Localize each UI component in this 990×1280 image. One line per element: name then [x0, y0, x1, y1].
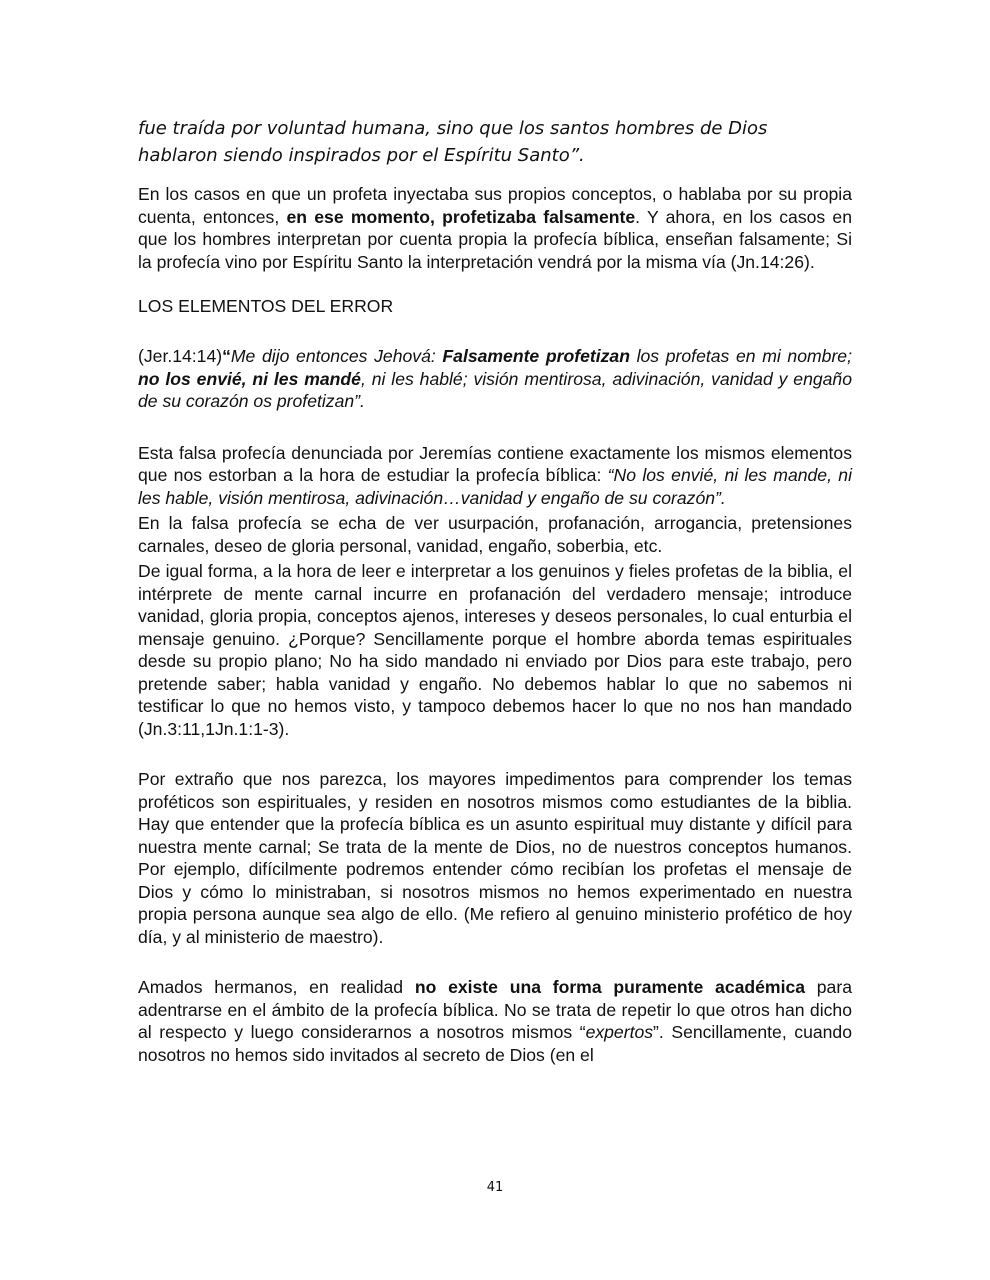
text: ”. Sencillamente, cuando nosotros no hemos sido invitados al secreto de Dios (en el — [138, 1022, 852, 1065]
paragraph-elements — [138, 442, 852, 510]
bold-text: no existe una forma puramente académica — [414, 977, 806, 997]
paragraph-academic — [138, 976, 852, 1066]
page-number: 41 — [486, 1180, 504, 1195]
text: para adentrarse en el ámbito de la profecía bíblica. No se trata de repetir lo que otros han dicho al respecto y luego considerarnos a nosotros mismos “ — [138, 977, 852, 1042]
italic-text: “No los envié, ni les mande, ni les hable, visión mentirosa, adivinación…vanidad y engaño de su corazón”. — [138, 465, 852, 508]
paragraph-impediments: Por extraño que nos parezca, los mayores impedimentos para comprender los temas proféticos son espirituales, y residen en nosotros mismos como estudiantes de la biblia. Hay que entender que la profecía bíblica es un asunto espiritual muy distante y difícil para nuestra mente carnal; Se trata de la mente de Dios, no de nuestros conceptos humanos. Por ejemplo, difícilmente podremos entender cómo recibían los profetas el mensaje de Dios y cómo lo ministraban, si nosotros mismos no hemos experimentado en nuestra propia persona aunque sea algo de ello. (Me refiero al genuino ministerio profético de hoy día, y al ministerio de maestro). — [138, 769, 852, 947]
text: . Y ahora, en los casos en que los hombres interpretan por cuenta propia la profecía bíblica, enseñan falsamente; Si la profecía vino por Espíritu Santo la interpretación vendrá por la misma vía (Jn.14:26). — [138, 206, 853, 272]
text: Esta falsa profecía denunciada por Jeremías contiene exactamente los mismos elementos que nos estorban a la hora de estudiar la profecía bíblica: — [138, 442, 852, 485]
quote-bold-text: no los envié, ni les mandé — [138, 368, 361, 389]
quote-mark: “ — [222, 346, 231, 366]
paragraph-interpretation: De igual forma, a la hora de leer e interpretar a los genuinos y fieles profetas de la biblia, el intérprete de mente carnal incurre en profanación del verdadero mensaje; introduce vanidad, gloria propia, conceptos ajenos, intereses y deseos personales, lo cual enturbia el mensaje genuino. ¿Porque? Sencillamente porque el hombre aborda temas espirituales desde su propio plano; No ha sido mandado ni enviado por Dios para este trabajo, pero pretende saber; habla vanidad y engaño. No debemos hablar lo que no sabemos ni testificar lo que no hemos visto, y tampoco debemos hacer lo que no nos han mandado (Jn.3:11,1Jn.1:1-3). — [138, 561, 852, 739]
quote-line-2: hablaron siendo inspirados por el Espíritu Santo”. — [138, 145, 585, 166]
quote-line-1: fue traída por voluntad humana, sino que los santos hombres de Dios — [138, 118, 768, 139]
quote-text: Me dijo entonces Jehová: — [230, 346, 443, 366]
text: Amados hermanos, en realidad — [138, 977, 415, 997]
italic-text: expertos — [585, 1022, 654, 1042]
scripture-reference: (Jer.14:14) — [138, 346, 223, 366]
quote-text: los profetas en mi nombre; — [629, 346, 852, 366]
section-heading: LOS ELEMENTOS DEL ERROR — [138, 296, 394, 316]
scripture-quote-jeremiah — [138, 345, 852, 413]
italic-quote-continuation — [138, 115, 852, 169]
paragraph-usurpation: En la falsa profecía se echa de ver usurpación, profanación, arrogancia, pretensiones carnales, deseo de gloria personal, vanidad, engaño, soberbia, etc. — [138, 513, 852, 556]
quote-text: , ni les hablé; visión mentirosa, adivinación, vanidad y engaño de su corazón os profetizan”. — [138, 368, 852, 411]
text: En los casos en que un profeta inyectaba sus propios conceptos, o hablaba por su propia cuenta, entonces, — [138, 184, 852, 227]
paragraph-false-prophecy — [138, 183, 852, 273]
quote-bold-text: Falsamente profetizan — [442, 346, 630, 366]
page-body — [138, 115, 852, 1066]
bold-text: en ese momento, profetizaba falsamente — [286, 206, 636, 227]
